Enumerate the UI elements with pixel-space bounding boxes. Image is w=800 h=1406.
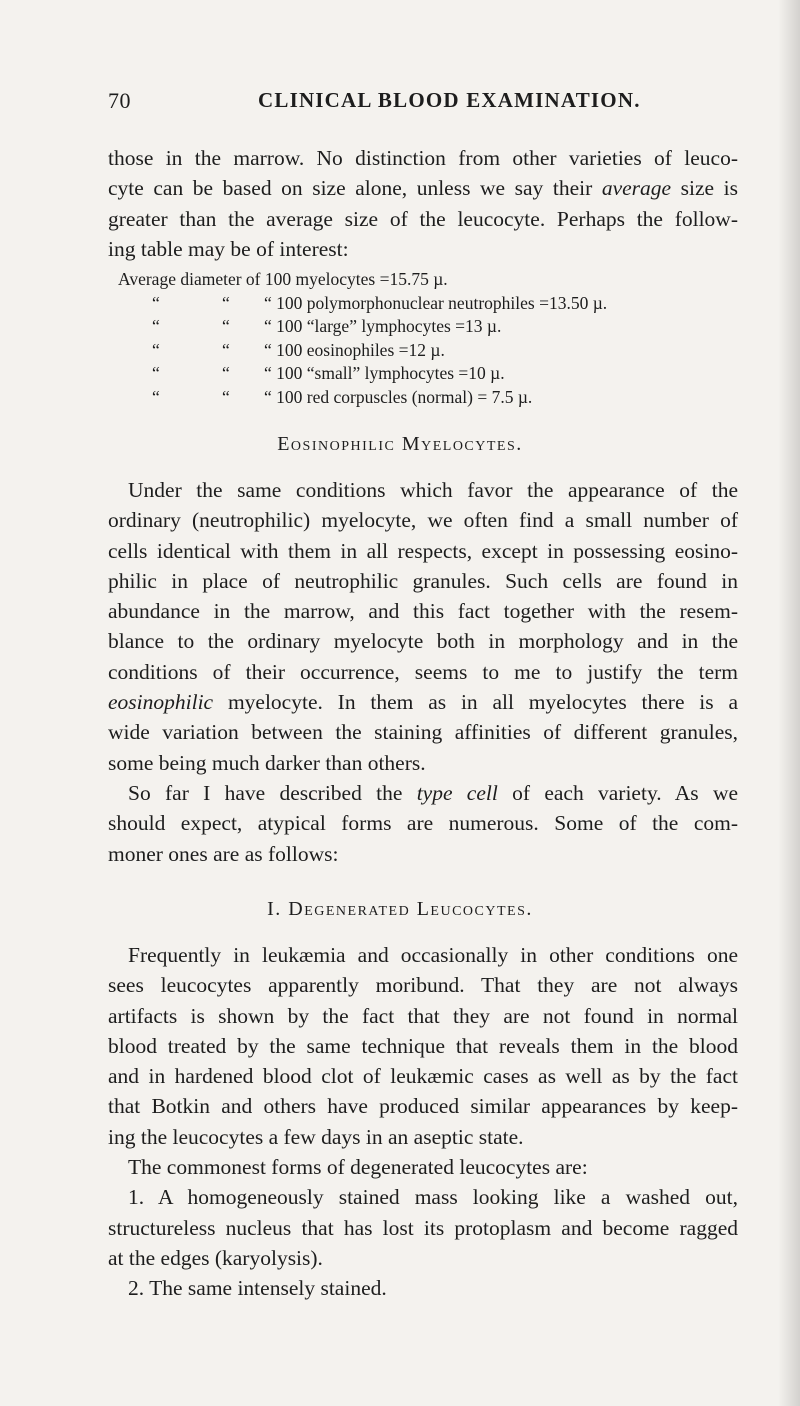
text-line: those in the marrow. No distinction from other varieties of leuco- [108, 146, 738, 170]
text-line: Under the same conditions which favor the appearance of the [128, 478, 738, 502]
text-line: conditions of their occurrence, seems to me to justify the term [108, 659, 738, 684]
diameter-table [118, 268, 758, 409]
text-line: ing the leucocytes a few days in an aseptic state. [108, 1124, 524, 1149]
text-line: 2. The same intensely stained. [128, 1276, 387, 1301]
text-line: and in hardened blood clot of leukæmic cases as well as by the fact [108, 1064, 738, 1089]
text-line: So far I have described the type cell of each variety. As we [128, 781, 739, 805]
text-line: blance to the ordinary myelocyte both in morphology and in the [108, 629, 738, 654]
degenerated-paragraph [108, 940, 738, 1304]
atypical-forms-paragraph [108, 778, 738, 869]
table-row: “ “ “ 100 “large” lymphocytes =13 µ. [152, 316, 502, 336]
text-line: artifacts is shown by the fact that they are not found in normal [108, 1003, 738, 1028]
table-row: “ “ “ 100 “small” lymphocytes =10 µ. [152, 363, 505, 383]
text-line: abundance in the marrow, and this fact together with the resem- [108, 599, 738, 624]
text-line: should expect, atypical forms are numerous. Some of the com- [108, 811, 738, 836]
page-number: 70 [108, 88, 131, 113]
text-line: some being much darker than others. [108, 750, 426, 775]
text-line: The commonest forms of degenerated leucocytes are: [128, 1155, 588, 1180]
text-line: wide variation between the staining affinities of different granules, [108, 720, 738, 745]
text-line: sees leucocytes apparently moribund. That they are not always [108, 973, 738, 998]
table-row: “ “ “ 100 eosinophiles =12 µ. [152, 339, 445, 360]
text-line: moner ones are as follows: [108, 841, 339, 866]
text-line: 1. A homogeneously stained mass looking like a washed out, [128, 1185, 738, 1210]
text-line: Frequently in leukæmia and occasionally in other conditions one [128, 943, 738, 967]
text-line: philic in place of neutrophilic granules. Such cells are found in [108, 568, 738, 593]
section-heading-eosinophilic: Eosinophilic Myelocytes. [277, 433, 523, 455]
page-edge-shadow [778, 0, 800, 1406]
italic-word: type cell [416, 781, 498, 805]
text-line: greater than the average size of the leucocyte. Perhaps the follow- [108, 206, 738, 231]
text-line: cells identical with them in all respects, except in possessing eosino- [108, 538, 738, 563]
intro-paragraph [108, 143, 738, 264]
italic-word: average [601, 176, 672, 201]
text-line: at the edges (karyolysis). [108, 1245, 323, 1270]
text-line: blood treated by the same technique that reveals them in the blood [108, 1033, 738, 1058]
table-row: “ “ “ 100 red corpuscles (normal) = 7.5 µ. [152, 386, 533, 407]
text-line: eosinophilic myelocyte. In them as in all myelocytes there is a [108, 690, 739, 715]
text-line: structureless nucleus that has lost its protoplasm and become ragged [108, 1215, 738, 1240]
text-line: ordinary (neutrophilic) myelocyte, we often find a small number of [108, 508, 738, 533]
text-line: that Botkin and others have produced similar appearances by keep- [108, 1094, 738, 1119]
text-line: ing table may be of interest: [108, 236, 349, 261]
table-row: “ “ “ 100 polymorphonuclear neutrophiles =13.50 µ. [152, 292, 608, 313]
italic-word: eosinophilic [108, 690, 214, 715]
section-heading-degenerated: I. Degenerated Leucocytes. [267, 898, 533, 920]
running-title: CLINICAL BLOOD EXAMINATION. [258, 88, 641, 112]
eosinophilic-paragraph [108, 475, 738, 778]
table-row: Average diameter of 100 myelocytes =15.75 µ. [118, 269, 448, 289]
text-line: cyte can be based on size alone, unless we say their average size is [108, 176, 739, 201]
